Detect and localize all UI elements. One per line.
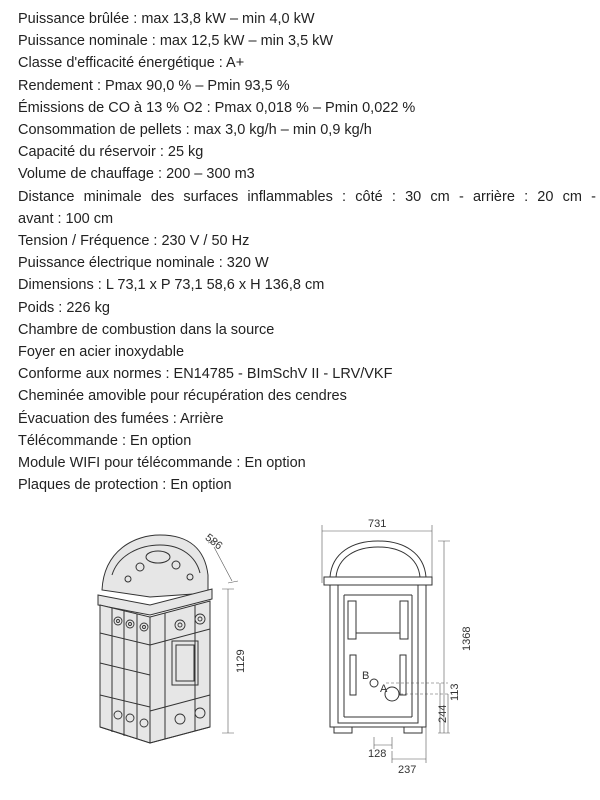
spec-line: Cheminée amovible pour récupération des cendres bbox=[18, 388, 347, 405]
spec-line: Tension / Fréquence : 230 V / 50 Hz bbox=[18, 233, 250, 250]
section-height-label: 1368 bbox=[461, 626, 473, 651]
spec-line: Puissance électrique nominale : 320 W bbox=[18, 255, 269, 272]
spec-line: Capacité du réservoir : 25 kg bbox=[18, 144, 204, 161]
stove-right-face bbox=[150, 601, 210, 743]
spec-line: Foyer en acier inoxydable bbox=[18, 344, 185, 361]
front-depth-label: 586 bbox=[202, 531, 225, 553]
stove-front-drawing bbox=[98, 532, 247, 743]
spec-line: Poids : 226 kg bbox=[18, 299, 110, 316]
spec-line: Volume de chauffage : 200 – 300 m3 bbox=[18, 166, 255, 183]
front-height-label: 1129 bbox=[235, 649, 247, 673]
spec-line: avant : 100 cm bbox=[18, 210, 114, 227]
stove-left-face bbox=[100, 605, 150, 743]
spec-line: Télécommande : En option bbox=[18, 432, 192, 449]
spec-line: Puissance brûlée : max 13,8 kW – min 4,0 kW bbox=[18, 11, 315, 27]
spec-line: Module WIFI pour télécommande : En option bbox=[18, 455, 306, 472]
spec-line: Distance minimale des surfaces inflammables : côté : 30 cm - arrière : 20 cm - bbox=[18, 188, 596, 205]
section-width-label: 731 bbox=[368, 518, 387, 530]
spec-line: Dimensions : L 73,1 x P 73,1 58,6 x H 136,8 cm bbox=[18, 277, 325, 294]
spec-line: Conforme aux normes : EN14785 - BImSchV II - LRV/VKF bbox=[18, 366, 393, 383]
specifications-list bbox=[18, 8, 596, 496]
spec-line: Rendement : Pmax 90,0 % – Pmin 93,5 % bbox=[18, 77, 290, 94]
spec-line: Classe d'efficacité énergétique : A+ bbox=[18, 55, 245, 72]
label-a: A bbox=[380, 683, 388, 695]
spec-line: Puissance nominale : max 12,5 kW – min 3,5 kW bbox=[18, 33, 334, 50]
offset-b-label: 237 bbox=[398, 764, 417, 776]
height-b-label: 244 bbox=[437, 704, 449, 723]
spec-line: Évacuation des fumées : Arrière bbox=[18, 410, 224, 427]
stove-section-drawing bbox=[322, 518, 473, 776]
spec-line: Consommation de pellets : max 3,0 kg/h – min 0,9 kg/h bbox=[18, 122, 372, 139]
spec-line: Plaques de protection : En option bbox=[18, 477, 232, 494]
spec-line: Émissions de CO à 13 % O2 : Pmax 0,018 % – Pmin 0,022 % bbox=[18, 99, 416, 116]
drawings-svg bbox=[0, 505, 600, 795]
spec-line: Chambre de combustion dans la source bbox=[18, 321, 275, 338]
technical-drawings bbox=[0, 505, 600, 795]
height-a-label: 113 bbox=[449, 683, 461, 701]
stove-dome bbox=[102, 535, 208, 597]
label-b: B bbox=[362, 670, 370, 682]
offset-a-label: 128 bbox=[368, 748, 387, 760]
outlet-b bbox=[370, 679, 378, 687]
